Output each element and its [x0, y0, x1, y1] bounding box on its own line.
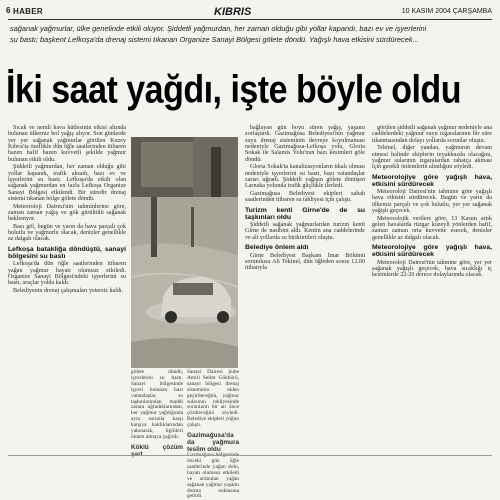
issue-date: 10 KASIM 2004 ÇARŞAMBA: [401, 8, 492, 15]
paragraph: Gazimağusa Belediyesi ekipleri sabah saatlerinden itibaren su tahliyesi için çalıştı.: [245, 190, 365, 204]
paragraph: Şiddetli sağanak yağmurlardan turizm kenti Girne de nasibini aldı. Kentin ana caddelerinde ve alt yollarda su birikintileri oluştu.: [245, 222, 365, 241]
subheading: Meteorolojiye göre yağışlı hava, etkisini sürdürecek: [372, 244, 492, 259]
paragraph: Girne Belediyesi Başkanı İmar Bölümü sorumlusu Ali Tekinel, dün öğleden sonra 12.00 itibarıyla: [245, 252, 365, 272]
paragraph: Meteorolojik verilere göre, 13 Kasım artık gelen havalarda rüzgar kuzeyli yönlerden hafif, zaman zaman orta kuvvette esecek, denizler genellikle az dalgalı olacak.: [372, 215, 492, 241]
caption-subheading: Köklü çözüm: [131, 443, 183, 451]
section-label: HABER: [13, 7, 43, 16]
paragraph: Belediyenin drenaj çalışmaları yetersiz kaldı.: [13, 287, 124, 294]
page-bottom-rule: [8, 455, 492, 456]
paragraph: Meteoroloji Dairesi'nin tahminlerine göre, zaman zaman yağış ve gök gürültülü sağanak bekleniyor.: [8, 203, 126, 223]
caption-text: önceki gün öğle saatlerinde yağan dolu, hayatı olumsuz etkiledi ve ardından yağan sağanak yağmur yaşamı durma noktasına getirdi.: [187, 457, 239, 500]
column-3: [245, 125, 365, 455]
caption-subheading: Gazimağusa'da da yağmura teslim oldu: [187, 432, 239, 454]
headline: İki saat yağdı, işte böyle oldu: [6, 68, 461, 112]
flood-photo: [131, 137, 238, 368]
subheading: Turizm kenti Girne'de de su taşkınları oldu: [245, 206, 365, 221]
column-1: [8, 125, 126, 455]
paragraph: bağlayan gün boyu süren yağış, yaşamı zorlaştırdı. Gazimağusa Belediyesi'nin yağmur suyu drenaj sisteminin devreye koyulmaması nedeniyle Gazimağusa-Lefkoşa yolu, Gloria Sokak ile Salamis Yolu'nun bazı kesimleri göle döndü.: [245, 125, 365, 163]
flood-photo-image: [131, 137, 238, 368]
page-number: 6: [6, 6, 11, 15]
paragraph: Gloria Sokak'ta kanalizasyonların tıkalı olması nedeniyle işyerlerini su bastı, bazı vatandaşlar zararı uğradı. Şiddetli yağışın gölete dönüşen Larnaka yolunda trafik güçlükle ilerledi.: [245, 164, 365, 190]
subheading: Meteorolojiye göre yağışlı hava, etkisini sürdürecek: [372, 173, 492, 188]
paragraph: Sıcak ve nemli hava kütlesinin etkisi altında bulunan ülkemiz bol yağış alıyor. Son günlerde yer yer sağanak yağmurlar görülen Kuzey Kıbrıs'ta özellikle dün öğle saatlerinden itibaren bazen hafif bazen kuvvetli şekilde yağmur bulunan etkili oldu.: [8, 125, 126, 163]
deck-line-1: sağanak yağmurlar, ülke genelinde etkili oluyor. Şiddetli yağmurdan, her zaman olduğu gibi yollar kapandı, bazı ev ve işyerlerini: [10, 24, 427, 33]
paragraph: Meteoroloji Dairesi'nin tahmine göre, yer yer sağanak yağışlı geçecek, hava sıcaklığı iç kesimlerde 22-26 derece dolaylarında olacak.: [372, 259, 492, 279]
caption-text: gölete döndü, işyerlerini su bastı. Sanayi bölgesinde işyeri bulunan bazı vatandaşlar, su taşkınlarından maddi zarara uğradıklarından, her yağmur yağdığında aynı sorunla karşı karşıya kaldıklarından yakınarak, ilgilileri önlem almaya çağırdı.: [131, 369, 183, 440]
caption-left: [131, 370, 183, 455]
subheading: Lefkoşa batakliğa döndüştü, sanayi bölgesini su bastı: [8, 245, 126, 260]
paragraph: Bazı göl, bugün ve yarın da hava parçalı çok bulutlu ve yağmurlu olacak, denizler genellikle az dalgalı olacak.: [8, 223, 126, 243]
paragraph: Lefkoşa'da dün öğle saatlerinden itibaren yağan yağmur hayatı olumsuz etkiledi. Organize Sanayi Bölgesi'ndeki işyerlerini su bastı, araçlar yolda kaldı.: [8, 261, 126, 287]
deck-line-2: su bastı; başkent Lefkoşa'da drenaj sistemi tıkanan Organize Sanayi Bölgesi gölete döndü. Yağışlı hava etkisini sürdürecek...: [10, 35, 419, 44]
region-label: KIBRIS: [214, 6, 252, 18]
paragraph: görülen şiddetli sağanak yağmur nedeniyle ana caddelerdeki yağmur suyu ızgaralarının bir süre tıkanmasından dolayı yollarda sorunlar oluştu.: [372, 125, 492, 144]
paragraph: Tekinel, diğer yandan, yağmurun devam etmesi halinde ekiplerin teyakkuzda olacağını, yağmur sularının ızgaralardan rahatça akması için gerekli önlemlerin alındığını söyledi.: [372, 145, 492, 171]
paragraph: Meteoroloji Dairesi'nin tahmine göre yağışlı hava etkisini sürdürecek. Bugün ve yarın da ülkemiz parçalı ve çok bulutlu, yer yer sağanak yağışlı geçecek.: [372, 189, 492, 215]
caption-text: Sanayi Dairesi Şube Amiri Selim Gökbörü, sanayi bölgesi drenaj sisteminin elden geçirileceğini, yağmur sularının tahliyesinde sorunların bir an önce çözüleceğini söyledi. Belediye ekipleri yoğun çalıştı.: [187, 369, 239, 429]
header-rule: [8, 19, 492, 20]
page-header: [0, 0, 500, 22]
paragraph: Şiddetli yağmurdan, her zaman olduğu gibi yollar kapandı, trafik aksadı, bazı ev ve işyerlerini su bastı. Lefkoşa'da etkili olan sağanak yağmurdan en fazla Lefkoşa Organize Sanayi Bölgesi etkilendi. Bir süredir drenaj sistemi tıkanan bölge gölete döndü.: [8, 164, 126, 202]
caption-middle: [187, 369, 239, 500]
subheading: Belediye önlem aldı: [245, 244, 309, 252]
column-4: [372, 125, 492, 455]
